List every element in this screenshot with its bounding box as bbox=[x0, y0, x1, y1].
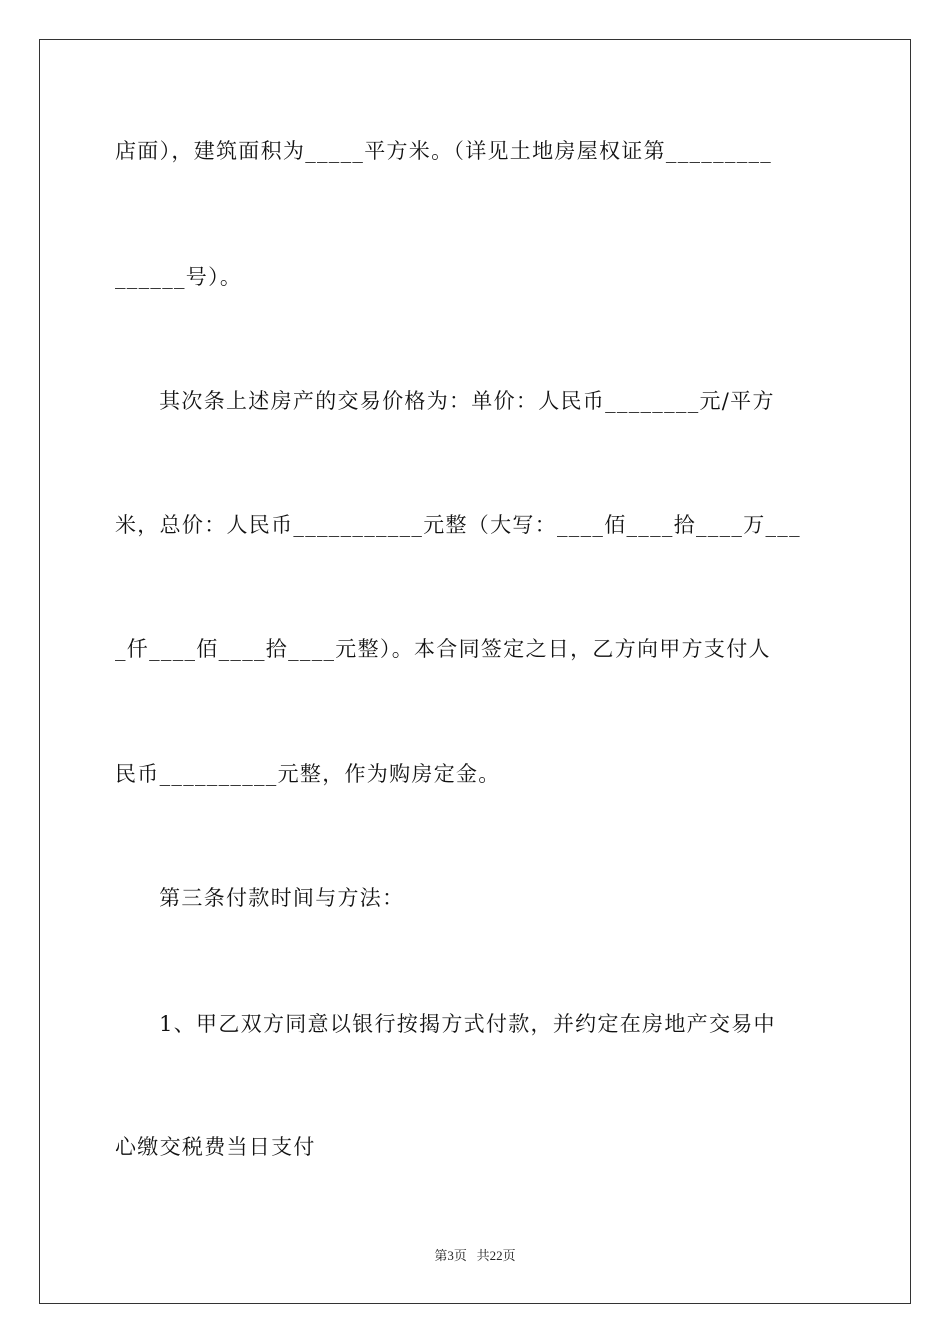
paragraph-line: _仟____佰____拾____元整）。本合同签定之日，乙方向甲方支付人 bbox=[115, 637, 771, 661]
paragraph-line: 米，总价：人民币___________元整（大写：____佰____拾____万___ bbox=[115, 513, 801, 537]
paragraph-line: 1、甲乙双方同意以银行按揭方式付款，并约定在房地产交易中 bbox=[159, 1012, 776, 1036]
page-border bbox=[39, 39, 911, 1304]
page-number: 第3页 共22页 bbox=[434, 1248, 516, 1263]
paragraph-line: 店面），建筑面积为_____平方米。（详见土地房屋权证第_________ bbox=[115, 139, 773, 163]
paragraph-line: 民币__________元整，作为购房定金。 bbox=[115, 762, 501, 786]
paragraph-line: ______号）。 bbox=[115, 265, 243, 289]
paragraph-line: 第三条付款时间与方法： bbox=[159, 886, 405, 910]
paragraph-line: 心缴交税费当日支付 bbox=[115, 1135, 316, 1159]
paragraph-line: 其次条上述房产的交易价格为：单价：人民币________元/平方 bbox=[159, 389, 775, 413]
